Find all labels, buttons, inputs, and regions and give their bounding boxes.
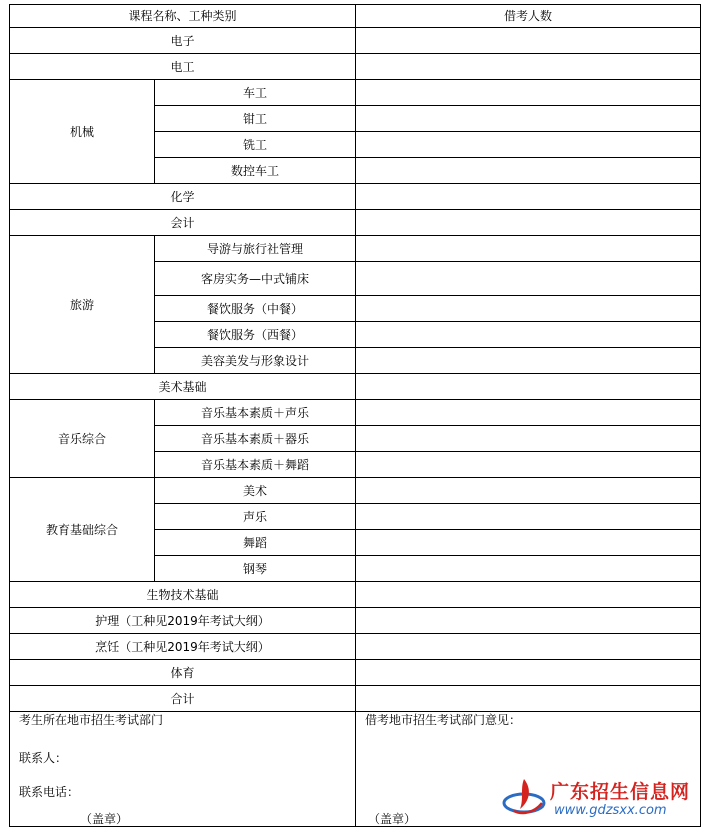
count-cell[interactable] (356, 530, 701, 556)
host-seal-label: （盖章） (368, 812, 417, 826)
contact-person-label: 联系人： (19, 751, 68, 765)
course-shengwu: 生物技术基础 (10, 582, 356, 608)
course-heji: 合计 (10, 686, 356, 712)
count-cell[interactable] (356, 608, 701, 634)
group-jixie: 机械 (10, 80, 155, 184)
subject-cell: 美容美发与形象设计 (155, 348, 356, 374)
count-cell[interactable] (356, 634, 701, 660)
count-cell[interactable] (356, 28, 701, 54)
subject-cell: 客房实务—中式铺床 (155, 262, 356, 296)
watermark-url: www.gdzsxx.com (554, 803, 667, 818)
subject-cell: 音乐基本素质＋舞蹈 (155, 452, 356, 478)
count-cell[interactable] (356, 158, 701, 184)
count-cell[interactable] (356, 322, 701, 348)
count-cell[interactable] (356, 478, 701, 504)
course-diangong: 电工 (10, 54, 356, 80)
subject-cell: 导游与旅行社管理 (155, 236, 356, 262)
count-cell[interactable] (356, 296, 701, 322)
count-cell[interactable] (356, 452, 701, 478)
subject-cell: 美术 (155, 478, 356, 504)
count-cell[interactable] (356, 262, 701, 296)
origin-dept-title: 考生所在地市招生考试部门 (19, 713, 164, 727)
header-course: 课程名称、工种类别 (10, 5, 356, 28)
course-pengren: 烹饪（工种见2019年考试大纲） (10, 634, 356, 660)
count-cell[interactable] (356, 374, 701, 400)
count-cell[interactable] (356, 106, 701, 132)
course-dianzi: 电子 (10, 28, 356, 54)
course-kuaiji: 会计 (10, 210, 356, 236)
subject-cell: 铣工 (155, 132, 356, 158)
registration-table (9, 4, 701, 827)
subject-cell: 钢琴 (155, 556, 356, 582)
count-cell[interactable] (356, 348, 701, 374)
count-cell[interactable] (356, 426, 701, 452)
contact-phone-label: 联系电话： (19, 785, 80, 799)
subject-cell: 车工 (155, 80, 356, 106)
total-count-cell[interactable] (356, 686, 701, 712)
host-dept-box[interactable] (356, 712, 701, 827)
count-cell[interactable] (356, 236, 701, 262)
subject-cell: 数控车工 (155, 158, 356, 184)
count-cell[interactable] (356, 184, 701, 210)
count-cell[interactable] (356, 582, 701, 608)
group-lvyou: 旅游 (10, 236, 155, 374)
subject-cell: 舞蹈 (155, 530, 356, 556)
watermark-site-name: 广东招生信息网 (550, 781, 691, 803)
count-cell[interactable] (356, 504, 701, 530)
subject-cell: 餐饮服务（西餐） (155, 322, 356, 348)
header-count: 借考人数 (356, 5, 701, 28)
subject-cell: 音乐基本素质＋器乐 (155, 426, 356, 452)
subject-cell: 音乐基本素质＋声乐 (155, 400, 356, 426)
host-dept-title: 借考地市招生考试部门意见： (365, 713, 522, 727)
course-huli: 护理（工种见2019年考试大纲） (10, 608, 356, 634)
course-huaxue: 化学 (10, 184, 356, 210)
count-cell[interactable] (356, 660, 701, 686)
count-cell[interactable] (356, 400, 701, 426)
count-cell[interactable] (356, 80, 701, 106)
subject-cell: 声乐 (155, 504, 356, 530)
course-tiyu: 体育 (10, 660, 356, 686)
subject-cell: 餐饮服务（中餐） (155, 296, 356, 322)
count-cell[interactable] (356, 556, 701, 582)
subject-cell: 钳工 (155, 106, 356, 132)
origin-seal-label: （盖章） (80, 812, 129, 826)
count-cell[interactable] (356, 210, 701, 236)
origin-dept-box[interactable] (10, 712, 356, 827)
count-cell[interactable] (356, 132, 701, 158)
course-meishu-jichu: 美术基础 (10, 374, 356, 400)
count-cell[interactable] (356, 54, 701, 80)
group-yinyue: 音乐综合 (10, 400, 155, 478)
group-jiaoyu: 教育基础综合 (10, 478, 155, 582)
